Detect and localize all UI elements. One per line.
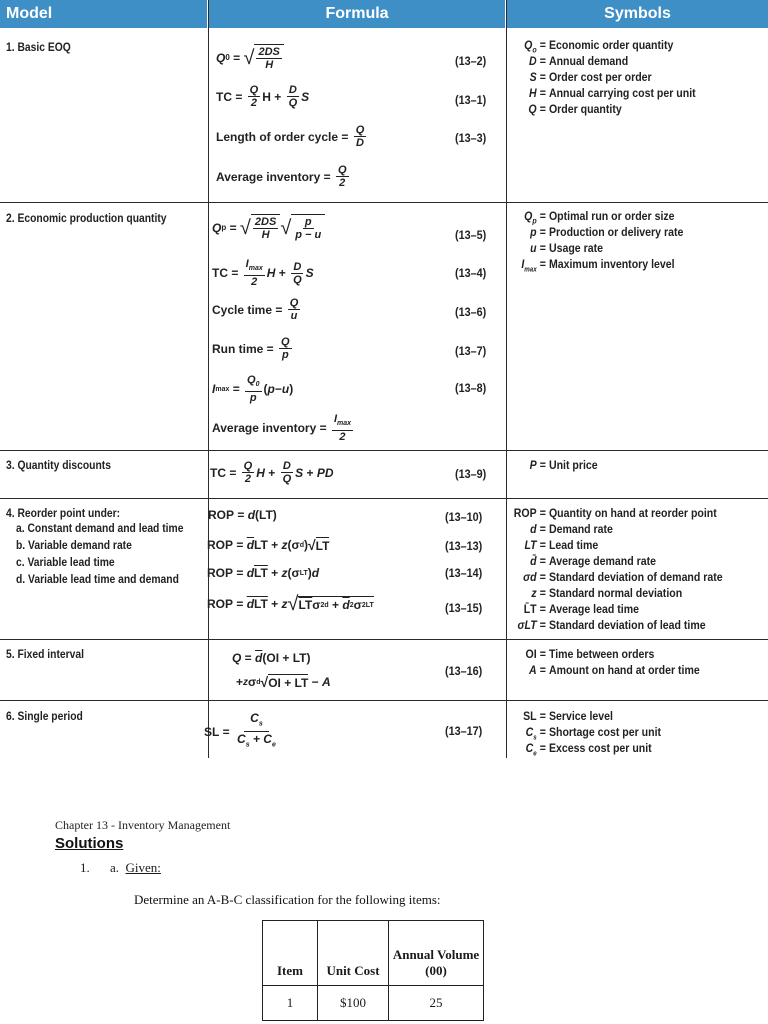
symbol: p <box>530 225 537 239</box>
symbol: σd <box>523 570 537 584</box>
symbol-desc: Standard deviation of demand rate <box>548 570 723 584</box>
model-name: 6. Single period <box>6 709 83 723</box>
symbol: z <box>531 586 537 600</box>
column-header-item: Item <box>263 921 318 986</box>
equation-number: (13–7) <box>455 344 487 358</box>
formula-label: Average inventory <box>212 421 317 436</box>
symbol-desc: Excess cost per unit <box>548 741 652 755</box>
formula-total-cost: TC = $\frac{Q}{2}$ H + $\frac{D}{Q}$ S <box>216 84 310 109</box>
symbol-desc: Amount on hand at order time <box>548 663 700 677</box>
symbol: P <box>529 458 537 472</box>
formula-imax: I max = $\frac{Q_0}{p}$ ( p − u ) <box>212 374 294 405</box>
formula-label: Cycle time <box>212 302 273 317</box>
submodel: a. Constant demand and lead time <box>16 521 184 535</box>
formula-label: Average inventory <box>216 169 321 184</box>
equation-number: (13–4) <box>455 266 487 280</box>
formula-label: Run time <box>212 341 264 356</box>
item-cell: 1 <box>263 986 318 1021</box>
equation-number: (13–5) <box>455 228 487 242</box>
equation-number: (13–9) <box>455 467 487 481</box>
model-name: 5. Fixed interval <box>6 647 85 661</box>
symbols-list: P = Unit price <box>512 457 762 473</box>
symbol: D <box>529 54 537 68</box>
symbol-desc: Annual demand <box>548 54 629 68</box>
model-name: 2. Economic production quantity <box>6 211 167 225</box>
symbol-desc: Service level <box>548 709 613 723</box>
instruction-text: Determine an A-B-C classification for the following items: <box>134 892 441 907</box>
volume-cell: 25 <box>389 986 484 1021</box>
symbols-list: $Q_o$ = Economic order quantity D = Annual demand S = Order cost per order H = Annual carrying cost per unit Q = Order quantity <box>512 37 762 117</box>
symbol-desc: Standard deviation of lead time <box>548 618 706 632</box>
formula-average-inventory: Average inventory = $\frac{Q}{2}$ <box>216 164 347 189</box>
column-header-annual-volume: Annual Volume (00) <box>389 921 484 986</box>
formula-epq-average-inventory: Average inventory = $\frac{I_{max}}{2}$ <box>212 413 352 444</box>
chapter-title: Chapter 13 - Inventory Management <box>55 818 231 832</box>
formula-quantity-discount: TC = $\frac{Q}{2}$ H + $\frac{D}{Q}$ S + PD <box>210 460 334 485</box>
symbol-desc: Time between orders <box>548 647 655 661</box>
model-name: 3. Quantity discounts <box>6 458 111 472</box>
formula-fixed-interval-line2: + z σ d √ OI + LT − A <box>236 674 331 690</box>
column-header-unit-cost: Unit Cost <box>318 921 389 986</box>
formula-epq: Q p = √ $\frac{2DS}{H}$ √ $\frac{p}{p - u}$ <box>212 214 325 241</box>
symbol-desc: Demand rate <box>548 522 613 536</box>
formula-cycle-time: Cycle time = $\frac{Q}{u}$ <box>212 297 299 322</box>
solutions-heading: Solutions <box>55 835 124 852</box>
formula-eoq: Q 0 = √ $\frac{2DS}{H}$ <box>216 44 284 71</box>
symbol-desc: Annual carrying cost per unit <box>548 86 696 100</box>
question-part <box>110 860 161 876</box>
formula-fixed-interval-line1: Q = $\overline{d}$ (OI + LT) <box>232 651 311 665</box>
row-divider <box>0 498 768 499</box>
symbol-desc: Order cost per order <box>548 70 652 84</box>
question-number: 1. <box>80 860 90 875</box>
symbol-desc: Standard normal deviation <box>548 586 683 600</box>
equation-number: (13–10) <box>445 510 483 524</box>
header-symbols: Symbols <box>507 0 768 28</box>
symbol: A <box>529 663 537 677</box>
equation-number: (13–2) <box>455 54 487 68</box>
model-name: 1. Basic EOQ <box>6 40 71 54</box>
column-divider <box>506 0 507 758</box>
symbol: ROP <box>513 506 537 520</box>
symbol-desc: Economic order quantity <box>548 38 674 52</box>
symbol: LT <box>524 538 537 552</box>
symbol-desc: Average demand rate <box>548 554 656 568</box>
symbol: S <box>529 70 537 84</box>
abc-items-table <box>262 920 484 1021</box>
formula-rop-variable-lead-time: ROP = d $\overline{LT}$ + z (σ LT ) d <box>207 566 320 580</box>
row-divider <box>0 202 768 203</box>
header-model: Model <box>0 0 207 28</box>
formula-rop-constant: ROP = d(LT) <box>208 508 277 522</box>
formula-label: Length of order cycle <box>216 129 339 144</box>
symbol: u <box>530 241 537 255</box>
table-row <box>263 986 484 1021</box>
equation-number: (13–13) <box>445 539 483 553</box>
symbol: σLT <box>517 618 537 632</box>
symbols-list: $Q_p$ = Optimal run or order size p = Production or delivery rate u = Usage rate $I_{max}$ = Maximum inventory level <box>512 208 762 272</box>
symbol-desc: Maximum inventory level <box>548 257 675 271</box>
row-divider <box>0 700 768 701</box>
formula-epq-total-cost: TC = $\frac{I_{max}}{2}$ H + $\frac{D}{Q}$ S <box>212 258 314 289</box>
symbols-list: ROP = Quantity on hand at reorder point d = Demand rate LT = Lead time d̄ = Average demand rate σd = Standard deviation of demand rate z = Standard normal deviation L̄T = Average lead time σLT = Standard deviation of lead time <box>513 506 723 632</box>
submodel: c. Variable lead time <box>16 555 115 569</box>
submodel: b. Variable demand rate <box>16 538 132 552</box>
symbol: Q <box>528 102 537 116</box>
column-divider <box>208 0 209 758</box>
symbol: H <box>529 86 537 100</box>
equation-number: (13–15) <box>445 601 483 615</box>
symbol-desc: Production or delivery rate <box>548 225 684 239</box>
symbol-desc: Shortage cost per unit <box>548 725 662 739</box>
symbol-desc: Lead time <box>548 538 599 552</box>
equation-number: (13–8) <box>455 381 487 395</box>
formula-rop-variable-demand: ROP = $\overline{d}$ LT + z (σ d ) √ LT <box>207 537 330 553</box>
symbols-list: SL = Service level $C_s$ = Shortage cost per unit $C_e$ = Excess cost per unit <box>512 708 762 756</box>
unit-cost-cell: $100 <box>318 986 389 1021</box>
solutions-section <box>0 758 768 1024</box>
symbol-desc: Optimal run or order size <box>548 209 675 223</box>
model-name: 4. Reorder point under: <box>6 506 121 520</box>
symbol: d <box>530 522 537 536</box>
part-label: a. <box>110 860 120 875</box>
symbol-desc: Average lead time <box>548 602 639 616</box>
equation-number: (13–16) <box>445 664 483 678</box>
symbol-desc: Unit price <box>548 458 598 472</box>
equation-number: (13–17) <box>445 724 483 738</box>
symbol: SL <box>523 709 537 723</box>
header-formula: Formula <box>209 0 505 28</box>
symbol: d̄ <box>530 554 537 568</box>
formula-rop-variable-both: ROP = dLT + z √ LT σ 2 d + $\overline{d}$ 2 σ 2 LT <box>207 593 374 615</box>
symbol-desc: Quantity on hand at reorder point <box>548 506 717 520</box>
equation-number: (13–6) <box>455 305 487 319</box>
given-label: Given: <box>125 860 161 875</box>
symbols-list: OI = Time between orders A = Amount on hand at order time <box>512 646 762 678</box>
submodel: d. Variable lead time and demand <box>16 572 179 586</box>
equation-number: (13–3) <box>455 131 487 145</box>
formula-order-cycle: Length of order cycle = $\frac{Q}{D}$ <box>216 124 365 149</box>
formula-service-level: SL = $\frac{C_s}{C_s + C_e}$ <box>204 711 276 749</box>
symbol: OI <box>525 647 537 661</box>
equation-number: (13–1) <box>455 93 487 107</box>
symbol: L̄T <box>523 602 537 616</box>
symbol-desc: Usage rate <box>548 241 603 255</box>
equation-number: (13–14) <box>445 566 483 580</box>
row-divider <box>0 639 768 640</box>
row-divider <box>0 450 768 451</box>
symbol-desc: Order quantity <box>548 102 622 116</box>
formula-run-time: Run time = $\frac{Q}{p}$ <box>212 336 290 361</box>
